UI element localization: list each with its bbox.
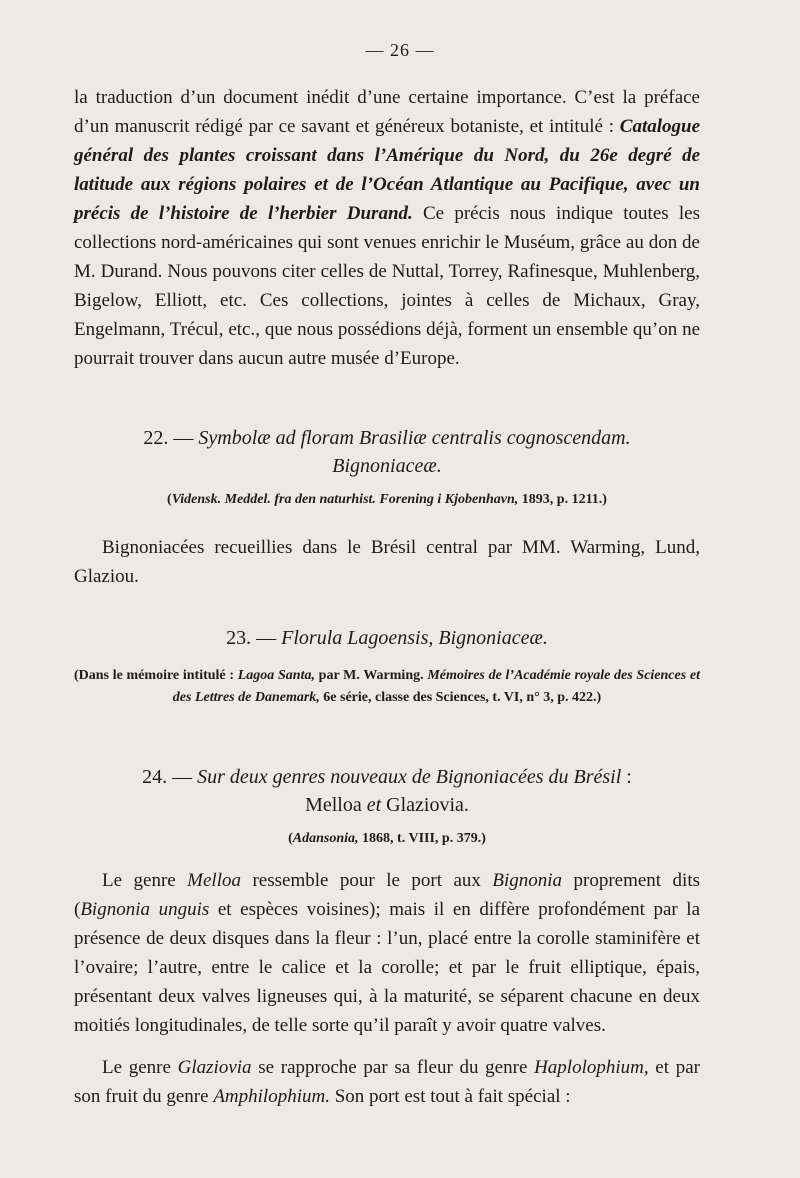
section-22-number: 22. — bbox=[143, 427, 199, 449]
section-22-title: Symbolæ ad floram Brasiliæ centralis cognoscendam. bbox=[198, 427, 631, 449]
text: et espèces voisines); mais il en diffère profondément par la présence de deux disques dans la fleur : l’un, placé entre la corolle staminifère et l’ovaire; l’autre, entre le calice et la corolle; et par le fruit elliptique, épais, présentant deux valves ligneuses qui, à la maturité, se séparent chacune en deux moitiés longitudinales, de telle sorte qu’il paraît y avoir quatre valves. bbox=[74, 899, 701, 1036]
conjunction: et bbox=[361, 794, 387, 816]
text: Le genre bbox=[102, 1057, 178, 1078]
taxon-name: Bignonia unguis bbox=[80, 899, 210, 920]
genus-glaziovia: Glaziovia. bbox=[386, 794, 469, 816]
taxon-name: Amphilophium. bbox=[213, 1086, 330, 1107]
section-23-ref-details: 6e série, classe des Sciences, t. VI, n° 3, p. 422.) bbox=[319, 690, 602, 705]
genus-melloa: Melloa bbox=[305, 794, 362, 816]
section-23-reference bbox=[74, 665, 700, 709]
ref-text: par M. Warming. bbox=[314, 668, 428, 683]
section-24-paragraph-2 bbox=[74, 1053, 700, 1111]
section-23-heading bbox=[74, 624, 700, 652]
section-23-memoir-title: Lagoa Santa, bbox=[237, 668, 315, 683]
text: se rapproche par sa fleur du genre bbox=[251, 1057, 535, 1078]
intro-text: la traduction d’un document inédit d’une certaine importance. C’est la préface d’un manuscrit rédigé par ce savant et généreux botaniste, et intitulé : bbox=[74, 87, 700, 137]
section-23-title: Florula Lagoensis, Bignoniaceæ. bbox=[281, 627, 548, 649]
section-22-journal: Vidensk. Meddel. fra den naturhist. Forening i Kjobenhavn, bbox=[171, 492, 519, 507]
ref-paren: ( bbox=[288, 831, 293, 846]
section-24-number: 24. — bbox=[142, 766, 198, 788]
section-24-reference bbox=[74, 828, 700, 850]
section-24-paragraph-1 bbox=[74, 866, 700, 1040]
section-24-journal: Adansonia, bbox=[292, 831, 359, 846]
section-22-reference bbox=[74, 489, 700, 511]
intro-text-continued: Ce précis nous indique toutes les collections nord-américaines qui sont venues enrichir le Muséum, grâce au don de M. Durand. Nous pouvons citer celles de Nuttal, Torrey, Rafinesque, Muhlenberg, Bigelow, Elliott, etc. Ces collections, jointes à celles de Michaux, Gray, Engelmann, Trécul, etc., que nous possédions déjà, forment un ensemble qu’on ne pourrait trouver dans aucun autre musée d’Europe. bbox=[74, 203, 700, 369]
page-number: — 26 — bbox=[365, 40, 435, 60]
intro-paragraph bbox=[74, 83, 700, 373]
ref-text: (Dans le mémoire intitulé : bbox=[74, 668, 238, 683]
text: proprement dits ( bbox=[74, 870, 700, 920]
section-22-subtitle: Bignoniaceæ. bbox=[332, 455, 442, 477]
section-24-ref-details: 1868, t. VIII, p. 379.) bbox=[358, 831, 486, 846]
taxon-name: Glaziovia bbox=[177, 1057, 252, 1078]
ref-paren: ( bbox=[167, 492, 172, 507]
section-22-heading bbox=[74, 424, 700, 480]
text: Son port est tout à fait spécial : bbox=[329, 1086, 571, 1107]
section-23-number: 23. — bbox=[226, 627, 282, 649]
section-23-journal: Mémoires de l’Académie royale des Sciences et des Lettres de Danemark, bbox=[172, 668, 700, 705]
taxon-name: Melloa bbox=[187, 870, 241, 891]
text: ressemble pour le port aux bbox=[241, 870, 493, 891]
text: et par son fruit du genre bbox=[74, 1057, 700, 1107]
section-22-ref-details: 1893, p. 1211.) bbox=[518, 492, 607, 507]
text: Le genre bbox=[102, 870, 188, 891]
title-colon: : bbox=[621, 766, 632, 788]
section-24-heading bbox=[74, 763, 700, 819]
catalogue-title: Catalogue général des plantes croissant dans l’Amérique du Nord, du 26e degré de latitude aux régions polaires et de l’Océan Atlantique au Pacifique, avec un précis de l’histoire de l’herbier Durand. bbox=[74, 116, 700, 224]
section-24-title: Sur deux genres nouveaux de Bignoniacées du Brésil bbox=[197, 766, 622, 788]
taxon-name: Haplolophium, bbox=[534, 1057, 649, 1078]
section-22-body: Bignoniacées recueillies dans le Brésil central par MM. Warming, Lund, Glaziou. bbox=[74, 537, 700, 587]
taxon-name: Bignonia bbox=[492, 870, 563, 891]
